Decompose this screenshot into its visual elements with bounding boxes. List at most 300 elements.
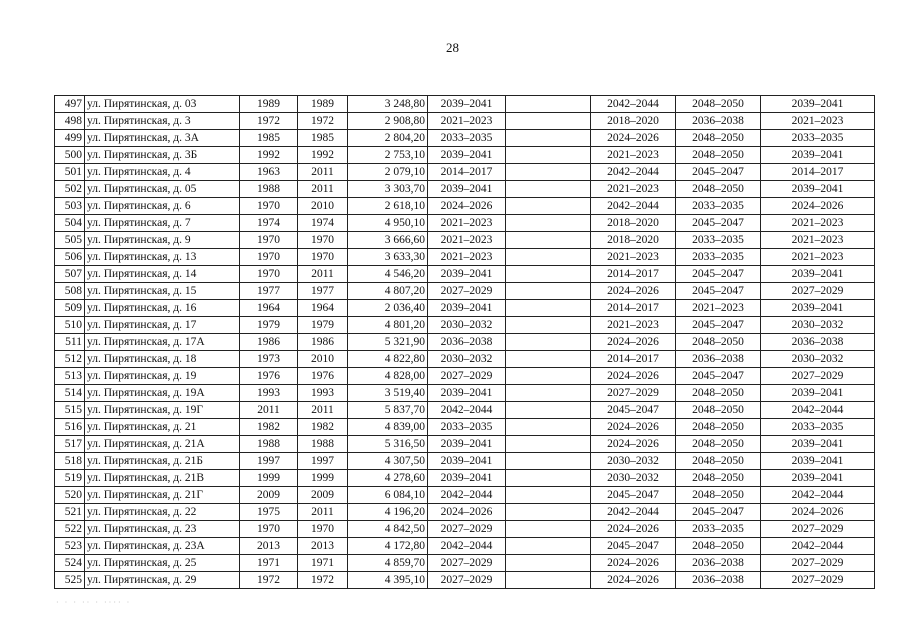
period-cell: 2039–2041 [428, 147, 506, 164]
address-cell: ул. Пирятинская, д. 14 [85, 266, 240, 283]
address-cell: ул. Пирятинская, д. 21В [85, 470, 240, 487]
period-cell: 2036–2038 [676, 555, 761, 572]
period-cell: 2039–2041 [428, 436, 506, 453]
address-cell: ул. Пирятинская, д. 3 [85, 113, 240, 130]
year-repair-cell: 1974 [298, 215, 348, 232]
period-cell: 2033–2035 [676, 521, 761, 538]
period-cell: 2048–2050 [676, 487, 761, 504]
period-cell: 2024–2026 [591, 130, 676, 147]
period-cell: 2042–2044 [591, 96, 676, 113]
row-number: 525 [55, 572, 85, 589]
period-cell: 2048–2050 [676, 130, 761, 147]
period-cell: 2030–2032 [428, 317, 506, 334]
address-cell: ул. Пирятинская, д. 4 [85, 164, 240, 181]
period-cell: 2018–2020 [591, 232, 676, 249]
row-number: 521 [55, 504, 85, 521]
row-number: 504 [55, 215, 85, 232]
period-cell: 2024–2026 [591, 555, 676, 572]
period-cell: 2036–2038 [428, 334, 506, 351]
year-built-cell: 2009 [240, 487, 298, 504]
row-number: 520 [55, 487, 85, 504]
area-cell: 5 316,50 [348, 436, 428, 453]
period-cell: 2039–2041 [428, 181, 506, 198]
empty-period-cell [506, 164, 591, 181]
period-cell: 2045–2047 [676, 266, 761, 283]
period-cell: 2045–2047 [676, 317, 761, 334]
period-cell: 2039–2041 [761, 147, 875, 164]
period-cell: 2045–2047 [676, 504, 761, 521]
period-cell: 2033–2035 [428, 130, 506, 147]
period-cell: 2033–2035 [428, 419, 506, 436]
address-cell: ул. Пирятинская, д. 05 [85, 181, 240, 198]
period-cell: 2024–2026 [761, 504, 875, 521]
year-built-cell: 1964 [240, 300, 298, 317]
year-repair-cell: 1970 [298, 232, 348, 249]
year-repair-cell: 1977 [298, 283, 348, 300]
period-cell: 2021–2023 [591, 249, 676, 266]
table-row [55, 198, 875, 215]
period-cell: 2014–2017 [591, 266, 676, 283]
empty-period-cell [506, 147, 591, 164]
address-cell: ул. Пирятинская, д. 21Б [85, 453, 240, 470]
period-cell: 2024–2026 [591, 436, 676, 453]
period-cell: 2021–2023 [591, 147, 676, 164]
year-repair-cell: 1971 [298, 555, 348, 572]
address-cell: ул. Пирятинская, д. 21А [85, 436, 240, 453]
year-repair-cell: 1985 [298, 130, 348, 147]
empty-period-cell [506, 96, 591, 113]
empty-period-cell [506, 317, 591, 334]
address-cell: ул. Пирятинская, д. 17А [85, 334, 240, 351]
year-built-cell: 1970 [240, 266, 298, 283]
year-repair-cell: 1993 [298, 385, 348, 402]
period-cell: 2039–2041 [761, 181, 875, 198]
period-cell: 2039–2041 [428, 453, 506, 470]
period-cell: 2027–2029 [428, 368, 506, 385]
period-cell: 2027–2029 [428, 572, 506, 589]
area-cell: 2 908,80 [348, 113, 428, 130]
period-cell: 2021–2023 [591, 317, 676, 334]
area-cell: 4 950,10 [348, 215, 428, 232]
row-number: 508 [55, 283, 85, 300]
table-row [55, 317, 875, 334]
year-repair-cell: 1979 [298, 317, 348, 334]
area-cell: 5 837,70 [348, 402, 428, 419]
period-cell: 2036–2038 [761, 334, 875, 351]
period-cell: 2039–2041 [761, 96, 875, 113]
row-number: 501 [55, 164, 85, 181]
year-repair-cell: 1982 [298, 419, 348, 436]
empty-period-cell [506, 402, 591, 419]
period-cell: 2027–2029 [428, 521, 506, 538]
period-cell: 2042–2044 [761, 402, 875, 419]
period-cell: 2024–2026 [591, 283, 676, 300]
address-cell: ул. Пирятинская, д. 6 [85, 198, 240, 215]
period-cell: 2024–2026 [761, 198, 875, 215]
area-cell: 2 618,10 [348, 198, 428, 215]
empty-period-cell [506, 555, 591, 572]
empty-period-cell [506, 266, 591, 283]
year-built-cell: 1975 [240, 504, 298, 521]
year-repair-cell: 2010 [298, 198, 348, 215]
year-repair-cell: 1964 [298, 300, 348, 317]
area-cell: 3 303,70 [348, 181, 428, 198]
period-cell: 2030–2032 [591, 453, 676, 470]
period-cell: 2039–2041 [761, 436, 875, 453]
period-cell: 2033–2035 [761, 419, 875, 436]
row-number: 523 [55, 538, 85, 555]
period-cell: 2021–2023 [428, 232, 506, 249]
period-cell: 2021–2023 [761, 215, 875, 232]
row-number: 514 [55, 385, 85, 402]
building-repair-schedule-table [54, 95, 875, 589]
year-built-cell: 1972 [240, 572, 298, 589]
year-repair-cell: 1970 [298, 521, 348, 538]
area-cell: 2 753,10 [348, 147, 428, 164]
period-cell: 2027–2029 [428, 283, 506, 300]
period-cell: 2024–2026 [428, 504, 506, 521]
year-repair-cell: 2009 [298, 487, 348, 504]
period-cell: 2039–2041 [761, 300, 875, 317]
table-row [55, 555, 875, 572]
year-built-cell: 1992 [240, 147, 298, 164]
period-cell: 2045–2047 [676, 164, 761, 181]
period-cell: 2024–2026 [591, 419, 676, 436]
period-cell: 2030–2032 [428, 351, 506, 368]
year-built-cell: 1974 [240, 215, 298, 232]
table-row [55, 232, 875, 249]
year-built-cell: 1971 [240, 555, 298, 572]
period-cell: 2021–2023 [761, 113, 875, 130]
area-cell: 4 307,50 [348, 453, 428, 470]
period-cell: 2030–2032 [761, 317, 875, 334]
row-number: 509 [55, 300, 85, 317]
period-cell: 2024–2026 [591, 521, 676, 538]
area-cell: 4 839,00 [348, 419, 428, 436]
row-number: 502 [55, 181, 85, 198]
period-cell: 2036–2038 [676, 572, 761, 589]
table-row [55, 266, 875, 283]
empty-period-cell [506, 504, 591, 521]
empty-period-cell [506, 232, 591, 249]
area-cell: 2 804,20 [348, 130, 428, 147]
row-number: 507 [55, 266, 85, 283]
year-repair-cell: 1972 [298, 113, 348, 130]
period-cell: 2048–2050 [676, 385, 761, 402]
row-number: 503 [55, 198, 85, 215]
year-built-cell: 1982 [240, 419, 298, 436]
empty-period-cell [506, 181, 591, 198]
year-built-cell: 2011 [240, 402, 298, 419]
year-repair-cell: 2010 [298, 351, 348, 368]
period-cell: 2021–2023 [428, 249, 506, 266]
empty-period-cell [506, 198, 591, 215]
empty-period-cell [506, 300, 591, 317]
year-built-cell: 1988 [240, 181, 298, 198]
table-row [55, 283, 875, 300]
row-number: 517 [55, 436, 85, 453]
address-cell: ул. Пирятинская, д. 21Г [85, 487, 240, 504]
period-cell: 2048–2050 [676, 96, 761, 113]
table-row [55, 147, 875, 164]
year-repair-cell: 1986 [298, 334, 348, 351]
empty-period-cell [506, 215, 591, 232]
period-cell: 2036–2038 [676, 113, 761, 130]
row-number: 512 [55, 351, 85, 368]
address-cell: ул. Пирятинская, д. 29 [85, 572, 240, 589]
area-cell: 3 666,60 [348, 232, 428, 249]
table-row [55, 470, 875, 487]
period-cell: 2027–2029 [761, 555, 875, 572]
period-cell: 2042–2044 [428, 538, 506, 555]
year-built-cell: 2013 [240, 538, 298, 555]
period-cell: 2024–2026 [591, 368, 676, 385]
year-built-cell: 1997 [240, 453, 298, 470]
address-cell: ул. Пирятинская, д. 3Б [85, 147, 240, 164]
empty-period-cell [506, 470, 591, 487]
empty-period-cell [506, 487, 591, 504]
row-number: 519 [55, 470, 85, 487]
period-cell: 2014–2017 [761, 164, 875, 181]
period-cell: 2030–2032 [761, 351, 875, 368]
period-cell: 2045–2047 [676, 368, 761, 385]
period-cell: 2048–2050 [676, 538, 761, 555]
address-cell: ул. Пирятинская, д. 18 [85, 351, 240, 368]
area-cell: 4 842,50 [348, 521, 428, 538]
table-row [55, 538, 875, 555]
period-cell: 2024–2026 [591, 334, 676, 351]
address-cell: ул. Пирятинская, д. 03 [85, 96, 240, 113]
empty-period-cell [506, 130, 591, 147]
area-cell: 4 546,20 [348, 266, 428, 283]
area-cell: 2 079,10 [348, 164, 428, 181]
row-number: 522 [55, 521, 85, 538]
table-row [55, 113, 875, 130]
period-cell: 2042–2044 [591, 504, 676, 521]
empty-period-cell [506, 385, 591, 402]
row-number: 506 [55, 249, 85, 266]
year-built-cell: 1970 [240, 521, 298, 538]
period-cell: 2027–2029 [761, 283, 875, 300]
table-row [55, 96, 875, 113]
area-cell: 4 822,80 [348, 351, 428, 368]
year-repair-cell: 2011 [298, 402, 348, 419]
empty-period-cell [506, 419, 591, 436]
period-cell: 2039–2041 [428, 96, 506, 113]
area-cell: 3 519,40 [348, 385, 428, 402]
empty-period-cell [506, 436, 591, 453]
table-row [55, 385, 875, 402]
year-built-cell: 1970 [240, 198, 298, 215]
period-cell: 2045–2047 [591, 402, 676, 419]
area-cell: 4 807,20 [348, 283, 428, 300]
period-cell: 2042–2044 [428, 402, 506, 419]
area-cell: 3 633,30 [348, 249, 428, 266]
year-repair-cell: 1970 [298, 249, 348, 266]
year-built-cell: 1977 [240, 283, 298, 300]
period-cell: 2048–2050 [676, 436, 761, 453]
row-number: 511 [55, 334, 85, 351]
table-row [55, 487, 875, 504]
period-cell: 2039–2041 [761, 453, 875, 470]
table-row [55, 453, 875, 470]
year-repair-cell: 2011 [298, 181, 348, 198]
period-cell: 2036–2038 [676, 351, 761, 368]
period-cell: 2027–2029 [428, 555, 506, 572]
address-cell: ул. Пирятинская, д. 17 [85, 317, 240, 334]
period-cell: 2039–2041 [428, 266, 506, 283]
year-built-cell: 1988 [240, 436, 298, 453]
period-cell: 2048–2050 [676, 470, 761, 487]
area-cell: 4 395,10 [348, 572, 428, 589]
area-cell: 4 172,80 [348, 538, 428, 555]
period-cell: 2021–2023 [761, 249, 875, 266]
table-row [55, 504, 875, 521]
table-row [55, 572, 875, 589]
year-built-cell: 1979 [240, 317, 298, 334]
year-built-cell: 1973 [240, 351, 298, 368]
table-row [55, 164, 875, 181]
period-cell: 2033–2035 [676, 198, 761, 215]
period-cell: 2045–2047 [591, 487, 676, 504]
area-cell: 5 321,90 [348, 334, 428, 351]
area-cell: 3 248,80 [348, 96, 428, 113]
period-cell: 2018–2020 [591, 113, 676, 130]
year-repair-cell: 1997 [298, 453, 348, 470]
year-repair-cell: 2011 [298, 266, 348, 283]
table-row [55, 334, 875, 351]
area-cell: 4 859,70 [348, 555, 428, 572]
row-number: 524 [55, 555, 85, 572]
year-built-cell: 1985 [240, 130, 298, 147]
empty-period-cell [506, 283, 591, 300]
table-row [55, 419, 875, 436]
empty-period-cell [506, 572, 591, 589]
period-cell: 2033–2035 [676, 249, 761, 266]
period-cell: 2042–2044 [428, 487, 506, 504]
period-cell: 2048–2050 [676, 419, 761, 436]
period-cell: 2048–2050 [676, 181, 761, 198]
year-repair-cell: 1988 [298, 436, 348, 453]
page-number: 28 [446, 40, 459, 55]
period-cell: 2018–2020 [591, 215, 676, 232]
row-number: 513 [55, 368, 85, 385]
empty-period-cell [506, 113, 591, 130]
empty-period-cell [506, 249, 591, 266]
period-cell: 2039–2041 [761, 470, 875, 487]
year-built-cell: 1972 [240, 113, 298, 130]
table-row [55, 300, 875, 317]
row-number: 498 [55, 113, 85, 130]
empty-period-cell [506, 351, 591, 368]
year-built-cell: 1999 [240, 470, 298, 487]
table-row [55, 181, 875, 198]
address-cell: ул. Пирятинская, д. 23А [85, 538, 240, 555]
period-cell: 2045–2047 [676, 283, 761, 300]
year-repair-cell: 2011 [298, 504, 348, 521]
row-number: 516 [55, 419, 85, 436]
row-number: 518 [55, 453, 85, 470]
area-cell: 2 036,40 [348, 300, 428, 317]
period-cell: 2021–2023 [676, 300, 761, 317]
year-repair-cell: 2011 [298, 164, 348, 181]
period-cell: 2027–2029 [761, 368, 875, 385]
year-built-cell: 1989 [240, 96, 298, 113]
area-cell: 4 828,00 [348, 368, 428, 385]
year-repair-cell: 1992 [298, 147, 348, 164]
period-cell: 2048–2050 [676, 334, 761, 351]
address-cell: ул. Пирятинская, д. 21 [85, 419, 240, 436]
year-repair-cell: 1972 [298, 572, 348, 589]
address-cell: ул. Пирятинская, д. 3А [85, 130, 240, 147]
year-repair-cell: 1999 [298, 470, 348, 487]
table-row [55, 521, 875, 538]
period-cell: 2039–2041 [428, 385, 506, 402]
period-cell: 2014–2017 [428, 164, 506, 181]
period-cell: 2045–2047 [591, 538, 676, 555]
empty-period-cell [506, 453, 591, 470]
empty-period-cell [506, 368, 591, 385]
period-cell: 2021–2023 [428, 215, 506, 232]
year-built-cell: 1976 [240, 368, 298, 385]
table-row [55, 368, 875, 385]
area-cell: 4 278,60 [348, 470, 428, 487]
year-repair-cell: 1989 [298, 96, 348, 113]
period-cell: 2021–2023 [428, 113, 506, 130]
period-cell: 2014–2017 [591, 351, 676, 368]
period-cell: 2027–2029 [761, 521, 875, 538]
year-built-cell: 1986 [240, 334, 298, 351]
table-body [55, 96, 875, 589]
period-cell: 2045–2047 [676, 215, 761, 232]
period-cell: 2027–2029 [591, 385, 676, 402]
period-cell: 2039–2041 [761, 385, 875, 402]
row-number: 497 [55, 96, 85, 113]
table-row [55, 402, 875, 419]
period-cell: 2027–2029 [761, 572, 875, 589]
year-built-cell: 1993 [240, 385, 298, 402]
scan-artifact: · · · ·· · ···· · [56, 598, 132, 607]
address-cell: ул. Пирятинская, д. 16 [85, 300, 240, 317]
empty-period-cell [506, 521, 591, 538]
year-built-cell: 1963 [240, 164, 298, 181]
address-cell: ул. Пирятинская, д. 19 [85, 368, 240, 385]
period-cell: 2033–2035 [761, 130, 875, 147]
row-number: 499 [55, 130, 85, 147]
period-cell: 2021–2023 [591, 181, 676, 198]
year-built-cell: 1970 [240, 249, 298, 266]
address-cell: ул. Пирятинская, д. 19Г [85, 402, 240, 419]
address-cell: ул. Пирятинская, д. 7 [85, 215, 240, 232]
table-row [55, 436, 875, 453]
period-cell: 2024–2026 [428, 198, 506, 215]
empty-period-cell [506, 538, 591, 555]
address-cell: ул. Пирятинская, д. 25 [85, 555, 240, 572]
address-cell: ул. Пирятинская, д. 13 [85, 249, 240, 266]
period-cell: 2039–2041 [761, 266, 875, 283]
table-row [55, 351, 875, 368]
table-row [55, 130, 875, 147]
row-number: 505 [55, 232, 85, 249]
year-repair-cell: 2013 [298, 538, 348, 555]
period-cell: 2039–2041 [428, 300, 506, 317]
year-repair-cell: 1976 [298, 368, 348, 385]
row-number: 510 [55, 317, 85, 334]
period-cell: 2042–2044 [591, 198, 676, 215]
period-cell: 2021–2023 [761, 232, 875, 249]
period-cell: 2014–2017 [591, 300, 676, 317]
address-cell: ул. Пирятинская, д. 23 [85, 521, 240, 538]
